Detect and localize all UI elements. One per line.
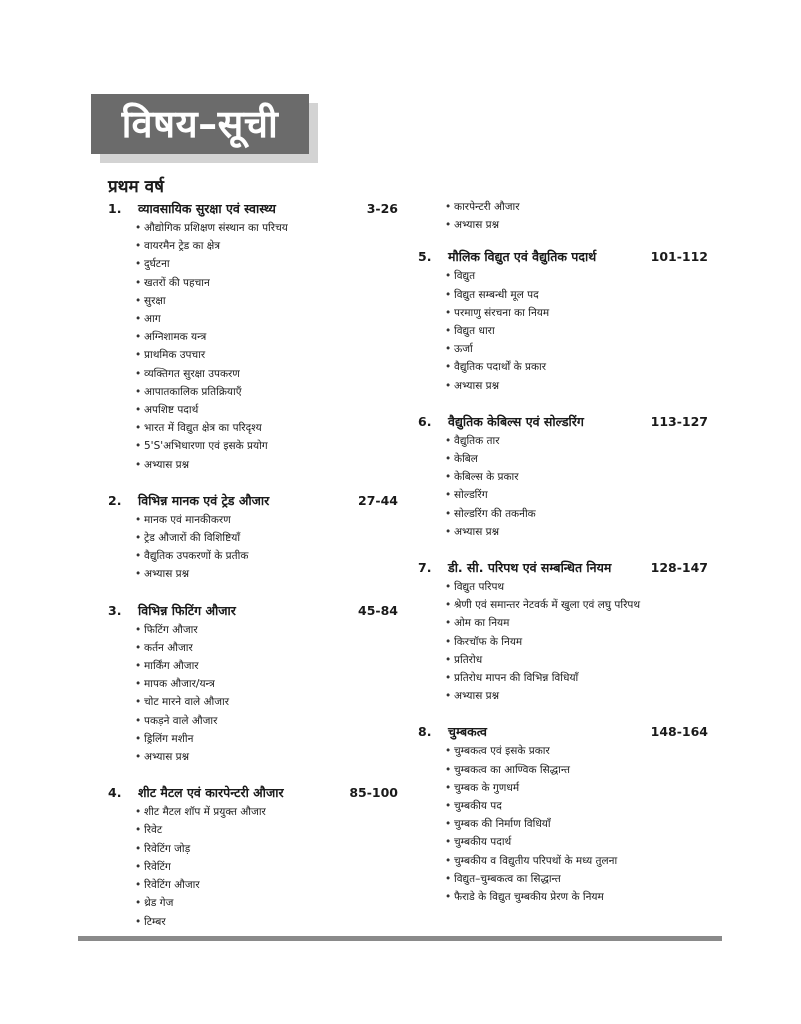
list-item: • अभ्यास प्रश्न [445, 377, 708, 395]
section-heading [418, 248, 708, 266]
toc-section [108, 200, 398, 474]
list-item: • मापक औजार/यन्त्र [135, 675, 398, 693]
section-number: 3. [108, 602, 122, 618]
section-heading [418, 559, 708, 577]
section-number: 2. [108, 492, 122, 508]
section-items [418, 267, 708, 394]
toc-right-sections [418, 248, 708, 906]
list-item: • चुम्बकत्व का आण्विक सिद्धान्त [445, 761, 708, 779]
list-item: • थ्रेड गेज [135, 894, 398, 912]
toc-left-column [108, 200, 398, 949]
toc-section [418, 723, 708, 906]
section-heading [418, 413, 708, 431]
section-heading [108, 784, 398, 802]
section-number: 7. [418, 560, 432, 576]
section-title: डी. सी. परिपथ एवं सम्बन्धित नियम [448, 560, 612, 576]
list-item: • पकड़ने वाले औजार [135, 712, 398, 730]
section-items [418, 742, 708, 906]
section-items [418, 432, 708, 541]
list-item: • चुम्बकीय पद [445, 797, 708, 815]
section-title: विभिन्न फिटिंग औजार [138, 602, 236, 618]
list-item: • वायरमैन ट्रेड का क्षेत्र [135, 237, 398, 255]
list-item: • प्रतिरोध [445, 651, 708, 669]
section-title: विभिन्न मानक एवं ट्रेड औजार [138, 492, 270, 508]
list-item: • व्यक्तिगत सुरक्षा उपकरण [135, 365, 398, 383]
list-item: • रिवेटिंग औजार [135, 876, 398, 894]
section-pages: 3-26 [366, 201, 398, 216]
toc-section [418, 559, 708, 705]
section-number: 1. [108, 201, 122, 216]
section-pages: 113-127 [650, 413, 708, 429]
list-item: • दुर्घटना [135, 255, 398, 273]
section-items [108, 803, 398, 930]
section-pages: 85-100 [349, 785, 398, 801]
section-title: व्यावसायिक सुरक्षा एवं स्वास्थ्य [138, 201, 276, 216]
list-item: • विद्युत धारा [445, 322, 708, 340]
list-item: • अभ्यास प्रश्न [135, 748, 398, 766]
list-item: • विद्युत सम्बन्धी मूल पद [445, 286, 708, 304]
section-pages: 148-164 [650, 724, 708, 740]
list-item: • कर्तन औजार [135, 639, 398, 657]
list-item: • औद्योगिक प्रशिक्षण संस्थान का परिचय [135, 219, 398, 237]
section-number: 5. [418, 249, 432, 265]
list-item: • मार्किंग औजार [135, 657, 398, 675]
list-item: • चुम्बक के गुणधर्म [445, 779, 708, 797]
year-heading: प्रथम वर्ष [108, 177, 164, 197]
section-number: 6. [418, 413, 432, 429]
list-item: • भारत में विद्युत क्षेत्र का परिदृश्य [135, 419, 398, 437]
carry-over-items [418, 198, 708, 234]
section-pages: 128-147 [650, 560, 708, 576]
list-item: • अभ्यास प्रश्न [445, 523, 708, 541]
toc-section [108, 492, 398, 584]
section-heading [418, 723, 708, 741]
section-items [108, 621, 398, 767]
list-item: • सुरक्षा [135, 292, 398, 310]
list-item: • प्रतिरोध मापन की विभिन्न विधियाँ [445, 669, 708, 687]
section-number: 4. [108, 785, 122, 801]
toc-right-column [418, 198, 708, 924]
toc-section [108, 602, 398, 767]
section-title: शीट मैटल एवं कारपेन्टरी औजार [138, 785, 284, 801]
section-pages: 27-44 [358, 492, 398, 508]
list-item: • रिवेटिंग जोड़ [135, 840, 398, 858]
list-item: • विद्युत–चुम्बकत्व का सिद्धान्त [445, 870, 708, 888]
section-items [108, 219, 398, 474]
list-item: • रिवेटिंग [135, 858, 398, 876]
page-title: विषय–सूची [91, 94, 309, 154]
list-item: • खतरों की पहचान [135, 274, 398, 292]
list-item: • टिम्बर [135, 913, 398, 931]
list-item: • आग [135, 310, 398, 328]
list-item: • शीट मैटल शॉप में प्रयुक्त औजार [135, 803, 398, 821]
list-item: • परमाणु संरचना का नियम [445, 304, 708, 322]
list-item: • चोट मारने वाले औजार [135, 693, 398, 711]
list-item: • ओम का नियम [445, 614, 708, 632]
list-item: • फैराडे के विद्युत चुम्बकीय प्रेरण के नियम [445, 888, 708, 906]
list-item: • अभ्यास प्रश्न [445, 687, 708, 705]
section-title: मौलिक विद्युत एवं वैद्युतिक पदार्थ [448, 249, 597, 265]
list-item: • 5'S'अभिधारणा एवं इसके प्रयोग [135, 437, 398, 455]
list-item: • फिटिंग औजार [135, 621, 398, 639]
list-item: • अभ्यास प्रश्न [445, 216, 708, 234]
section-number: 8. [418, 724, 432, 740]
list-item: • चुम्बकीय पदार्थ [445, 833, 708, 851]
list-item: • विद्युत [445, 267, 708, 285]
list-item: • अग्निशामक यन्त्र [135, 328, 398, 346]
list-item: • केबिल्स के प्रकार [445, 468, 708, 486]
list-item: • चुम्बक की निर्माण विधियाँ [445, 815, 708, 833]
section-heading [108, 492, 398, 510]
list-item: • चुम्बकत्व एवं इसके प्रकार [445, 742, 708, 760]
section-items [108, 511, 398, 584]
list-item: • ट्रेड औजारों की विशिष्टियाँ [135, 529, 398, 547]
section-title: चुम्बकत्व [448, 724, 488, 740]
list-item: • ड्रिलिंग मशीन [135, 730, 398, 748]
list-item: • कारपेन्टरी औजार [445, 198, 708, 216]
list-item: • रिवेट [135, 821, 398, 839]
section-pages: 101-112 [650, 249, 708, 265]
list-item: • विद्युत परिपथ [445, 578, 708, 596]
list-item: • मानक एवं मानकीकरण [135, 511, 398, 529]
toc-section [108, 784, 398, 930]
section-pages: 45-84 [358, 602, 398, 618]
list-item: • अभ्यास प्रश्न [135, 565, 398, 583]
list-item: • प्राथमिक उपचार [135, 346, 398, 364]
list-item: • ऊर्जा [445, 340, 708, 358]
list-item: • किरचॉफ के नियम [445, 633, 708, 651]
section-heading [108, 602, 398, 620]
list-item: • केबिल [445, 450, 708, 468]
section-items [418, 578, 708, 705]
list-item: • वैद्युतिक तार [445, 432, 708, 450]
toc-section [418, 248, 708, 394]
toc-section [418, 413, 708, 541]
list-item: • वैद्युतिक पदार्थों के प्रकार [445, 358, 708, 376]
bottom-rule [78, 936, 722, 941]
section-title: वैद्युतिक केबिल्स एवं सोल्डरिंग [448, 413, 584, 429]
section-heading [108, 200, 398, 218]
list-item: • सोल्डरिंग की तकनीक [445, 505, 708, 523]
list-item: • श्रेणी एवं समान्तर नेटवर्क में खुला एवं लघु परिपथ [445, 596, 708, 614]
list-item: • आपातकालिक प्रतिक्रियाएँ [135, 383, 398, 401]
list-item: • चुम्बकीय व विद्युतीय परिपथों के मध्य तुलना [445, 852, 708, 870]
list-item: • सोल्डरिंग [445, 486, 708, 504]
list-item: • अभ्यास प्रश्न [135, 456, 398, 474]
list-item: • अपशिष्ट पदार्थ [135, 401, 398, 419]
list-item: • वैद्युतिक उपकरणों के प्रतीक [135, 547, 398, 565]
